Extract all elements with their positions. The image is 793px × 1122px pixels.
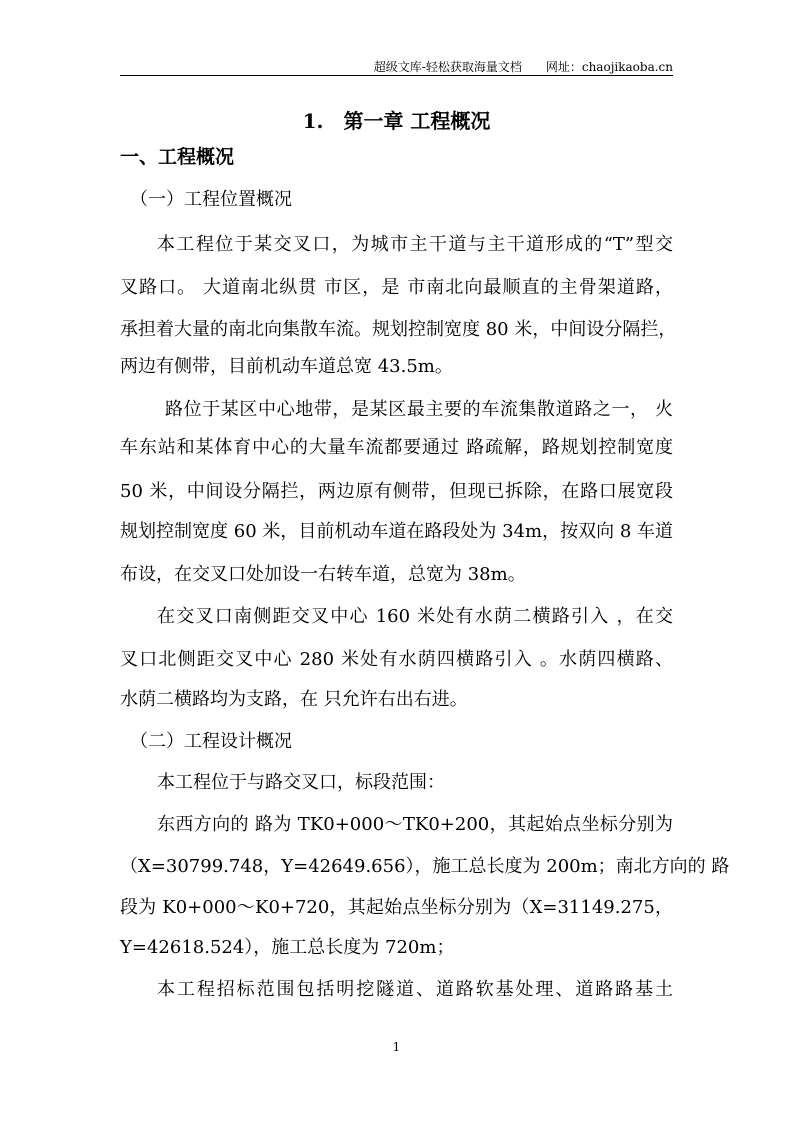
header-url: 网址：chaojikaoba.cn	[545, 60, 673, 74]
page-number: 1	[392, 1040, 401, 1054]
paragraph-line: 本工程位于与路交叉口，标段范围：	[157, 772, 445, 793]
subsection-heading: （二）工程设计概况	[130, 731, 292, 752]
paragraph-line: Y=42618.524），施工总长度为 720m；	[120, 937, 455, 958]
paragraph-line: 东西方向的 路为 TK0+000～TK0+200，其起始点坐标分别为	[157, 814, 673, 835]
paragraph-line: 承担着大量的南北向集散车流。规划控制宽度 80 米，中间设分隔拦，	[120, 319, 677, 340]
header-site: 超级文库-轻松获取海量文档	[373, 60, 522, 74]
chapter-title: 1. 第一章 工程概况	[302, 109, 491, 133]
paragraph-line: 规划控制宽度 60 米，目前机动车道在路段处为 34m，按双向 8 车道	[120, 521, 673, 542]
subsection-heading: （一）工程位置概况	[130, 189, 292, 210]
paragraph-line: 叉路口。 大道南北纵贯 市区，是 市南北向最顺直的主骨架道路，	[120, 277, 673, 298]
page-header	[374, 58, 673, 75]
paragraph-line: 本工程招标范围包括明挖隧道、道路软基处理、道路路基土	[157, 979, 673, 1000]
section-heading: 一、工程概况	[120, 146, 235, 168]
paragraph-line: 50 米，中间设分隔拦，两边原有侧带，但现已拆除，在路口展宽段	[120, 481, 673, 502]
paragraph-line: 水荫二横路均为支路，在 只允许右出右进。	[120, 689, 468, 710]
paragraph-line: 叉口北侧距交叉中心 280 米处有水荫四横路引入 。水荫四横路、	[120, 649, 673, 670]
paragraph-line: 车东站和某体育中心的大量车流都要通过 路疏解，路规划控制宽度	[120, 437, 673, 458]
paragraph-line: 布设，在交叉口处加设一右转车道，总宽为 38m。	[120, 564, 526, 585]
paragraph-line: 路位于某区中心地带，是某区最主要的车流集散道路之一， 火	[165, 399, 673, 420]
paragraph-line: 本工程位于某交叉口，为城市主干道与主干道形成的“T”型交	[157, 234, 673, 255]
header-rule	[120, 75, 673, 76]
paragraph-line: （X=30799.748，Y=42649.656），施工总长度为 200m；南北方向的 路	[120, 856, 730, 877]
paragraph-line: 在交叉口南侧距交叉中心 160 米处有水荫二横路引入 ，在交	[157, 606, 673, 627]
paragraph-line: 段为 K0+000～K0+720，其起始点坐标分别为（X=31149.275，	[120, 897, 673, 918]
paragraph-line: 两边有侧带，目前机动车道总宽 43.5m。	[120, 356, 453, 377]
